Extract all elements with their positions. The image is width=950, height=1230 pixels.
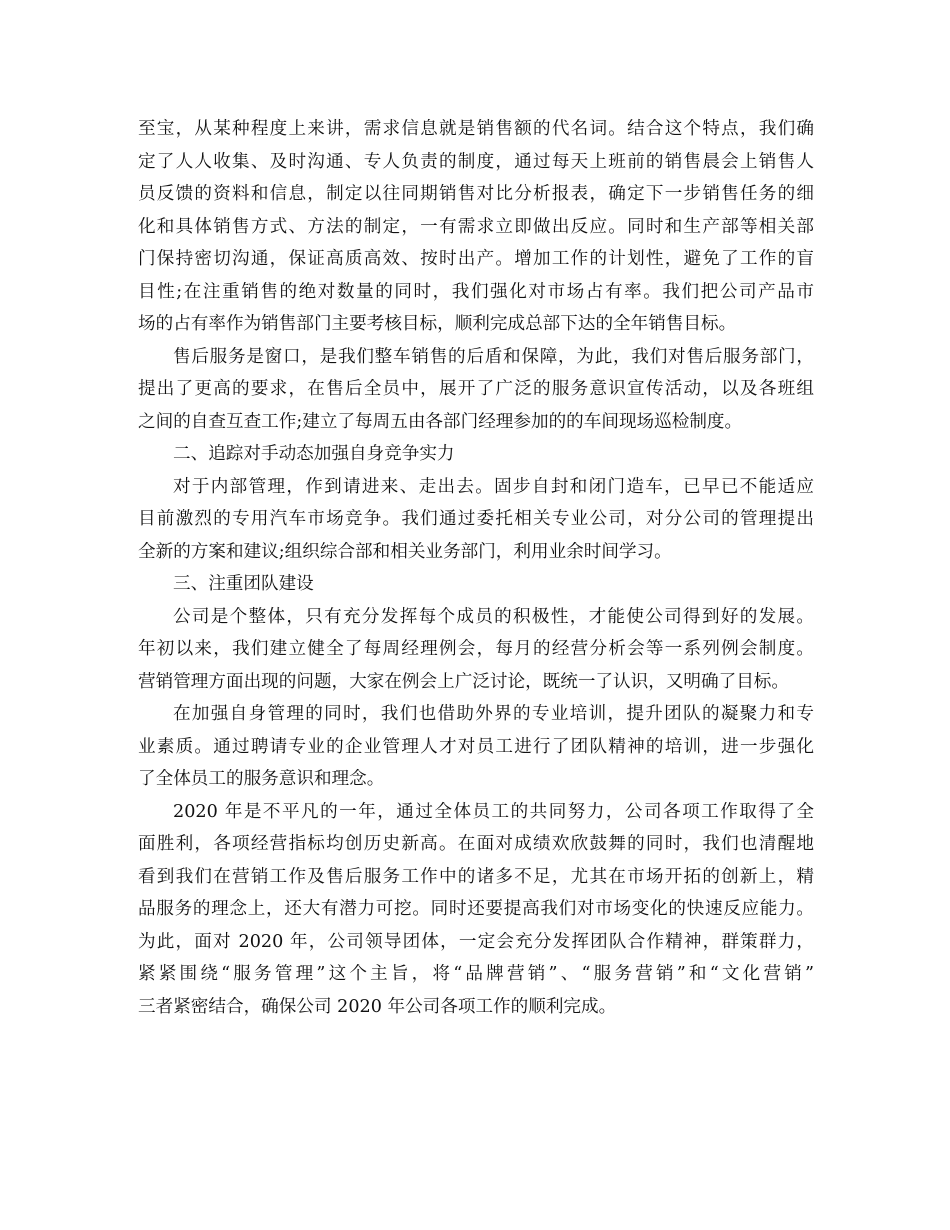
text-line: 营销管理方面出现的问题，大家在例会上广泛讨论，既统一了认识，又明确了目标。 <box>138 671 789 692</box>
text-line: 门保持密切沟通，保证高质高效、按时出产。增加工作的计划性，避免了工作的盲 <box>138 249 814 269</box>
text-line: 目前激烈的专用汽车市场竞争。我们通过委托相关专业公司，对分公司的管理提出 <box>138 509 814 529</box>
text-line: 至宝，从某种程度上来讲，需求信息就是销售额的代名词。结合这个特点，我们确 <box>138 119 814 139</box>
text-line: 提出了更高的要求，在售后全员中，展开了广泛的服务意识宣传活动，以及各班组 <box>138 379 814 399</box>
text-line: 员反馈的资料和信息，制定以往同期销售对比分析报表，确定下一步销售任务的细 <box>138 184 814 204</box>
text-line: 定了人人收集、及时沟通、专人负责的制度，通过每天上班前的销售晨会上销售人 <box>138 151 814 172</box>
text-line: 全新的方案和建议;组织综合部和相关业务部门，利用业余时间学习。 <box>138 541 672 562</box>
text-line: 紧紧围绕“服务管理”这个主旨，将“品牌营销”、“服务营销”和“文化营销” <box>138 964 814 984</box>
text-line: 场的占有率作为销售部门主要考核目标，顺利完成总部下达的全年销售目标。 <box>138 314 737 334</box>
text-line: 三、注重团队建设 <box>173 574 314 594</box>
text-line: 售后服务是窗口，是我们整车销售的后盾和保障，为此，我们对售后服务部门， <box>173 346 814 367</box>
text-line: 目性;在注重销售的绝对数量的同时，我们强化对市场占有率。我们把公司产品市 <box>138 281 814 302</box>
text-line: 品服务的理念上，还大有潜力可挖。同时还要提高我们对市场变化的快速反应能力。 <box>138 899 814 919</box>
text-line: 二、追踪对手动态加强自身竞争实力 <box>173 444 455 464</box>
text-line: 2020 年是不平凡的一年，通过全体员工的共同努力，公司各项工作取得了全 <box>173 801 814 822</box>
text-line: 之间的自查互查工作;建立了每周五由各部门经理参加的的车间现场巡检制度。 <box>138 411 743 432</box>
text-line: 面胜利，各项经营指标均创历史新高。在面对成绩欢欣鼓舞的同时，我们也清醒地 <box>138 834 814 854</box>
text-line: 三者紧密结合，确保公司 2020 年公司各项工作的顺利完成。 <box>138 996 617 1017</box>
document-body <box>138 113 814 1023</box>
text-line: 为此，面对 2020 年，公司领导团体，一定会充分发挥团队合作精神，群策群力， <box>138 931 814 952</box>
text-line: 对于内部管理，作到请进来、走出去。固步自封和闭门造车，已早已不能适应 <box>173 476 814 497</box>
text-line: 化和具体销售方式、方法的制定，一有需求立即做出反应。同时和生产部等相关部 <box>138 216 814 237</box>
text-line: 在加强自身管理的同时，我们也借助外界的专业培训，提升团队的凝聚力和专 <box>173 704 814 724</box>
text-line: 年初以来，我们建立健全了每周经理例会，每月的经营分析会等一系列例会制度。 <box>138 639 814 659</box>
text-line: 公司是个整体，只有充分发挥每个成员的积极性，才能使公司得到好的发展。 <box>173 606 814 627</box>
text-line: 看到我们在营销工作及售后服务工作中的诸多不足，尤其在市场开拓的创新上，精 <box>138 866 814 887</box>
text-line: 业素质。通过聘请专业的企业管理人才对员工进行了团队精神的培训，进一步强化 <box>138 736 814 757</box>
text-line: 了全体员工的服务意识和理念。 <box>138 769 385 789</box>
